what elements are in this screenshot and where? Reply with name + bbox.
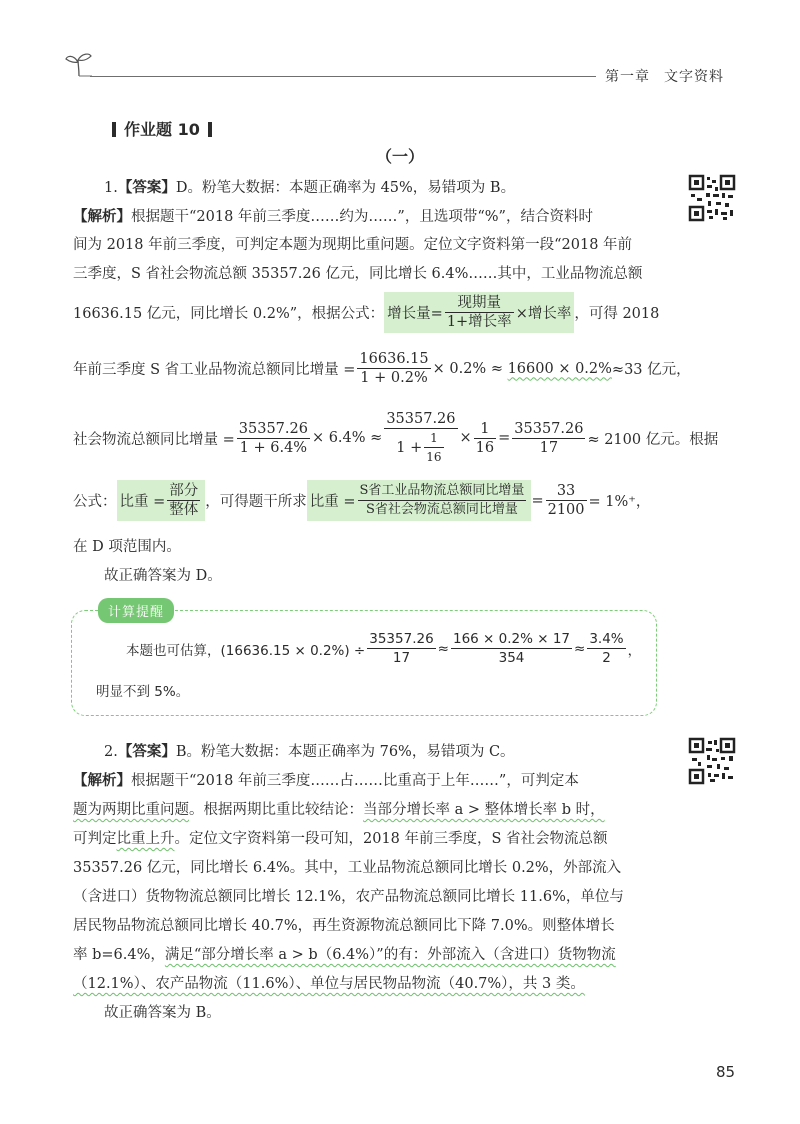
calc-tip-label: 计算提醒 — [98, 598, 174, 623]
highlight-formula: 增长量= $\frac{\text{现期量}}{\text{1+增长率}}$ ×增长率 — [384, 292, 574, 333]
q1-formula-share: 公式： 比重 = $\frac{\text{部分}}{\text{整体}}$ ，可得题干所求 比重 = $\frac{\text{S省工业品物流总额同比增量}}{\text{S省社会物流总额同比增量}}$ = $\frac{33}{2100}$ = 1%⁺， — [73, 480, 650, 521]
tip-line-1: 本题也可估算，(16636.15 × 0.2%) ÷ $\frac{35357.26}{17}$ ≈ $\frac{166 \times 0.2\% \times 17}{354}$ ≈ $\frac{3.4\%}{2}$ ， — [126, 631, 642, 666]
q1-analysis-line-1: 【解析】根据题干“2018 年前三季度……约为……”，且选项带“%”，结合资料时 — [73, 209, 593, 225]
q2-analysis-line-2: 题为两期比重问题。根据两期比重比较结论：当部分增长率 a > 整体增长率 b 时， — [73, 802, 605, 818]
chapter-number: 第一章 — [605, 69, 650, 85]
page-number: 85 — [716, 1063, 736, 1081]
q2-answer: 2.【答案】B。粉笔大数据：本题正确率为 76%，易错项为 C。 — [104, 744, 515, 760]
q1-analysis-line-2: 间为 2018 年前三季度，可判定本题为现期比重问题。定位文字资料第一段“2018 年前 — [73, 237, 633, 253]
q1-conclusion: 故正确答案为 D。 — [104, 568, 222, 584]
header-rule — [90, 76, 596, 77]
highlight-formula: 比重 = $\frac{\text{部分}}{\text{整体}}$ — [117, 480, 206, 521]
q2-analysis-line-7: 率 b=6.4%，满足“部分增长率 a > b（6.4%）”的有：外部流入（含进口）货物物流 — [73, 947, 616, 963]
q2-analysis-line-6: 居民物品物流总额同比增长 40.7%，再生资源物流总额同比下降 7.0%。则整体增长 — [73, 918, 615, 934]
q2-analysis-line-8: （12.1%）、农产品物流（11.6%）、单位与居民物品物流（40.7%），共 3 类。 — [73, 976, 585, 992]
chapter-title: 文字资料 — [664, 69, 724, 85]
homework-title: 作业题 10 — [104, 117, 220, 140]
tip-line-2: 明显不到 5%。 — [96, 684, 190, 700]
sprout-icon — [64, 50, 94, 78]
q2-analysis-line-5: （含进口）货物物流总额同比增长 12.1%，农产品物流总额同比增长 11.6%，单位与 — [73, 889, 624, 905]
q1-formula-social: 社会物流总额同比增量 = $\frac{35357.26}{1 + 6.4\%}$ × 6.4% ≈ 35357.26 1 + $\frac{1}{16}$ × $\frac{1}{16}$ = $\frac{35357.26}{17}$ ≈ 2100 亿元。根据 — [73, 411, 719, 464]
highlight-formula: 比重 = $\frac{\text{S省工业品物流总额同比增量}}{\text{S省社会物流总额同比增量}}$ — [307, 480, 532, 521]
q2-analysis-line-1: 【解析】根据题干“2018 年前三季度……占……比重高于上年……”，可判定本 — [73, 773, 579, 789]
qr-code-icon[interactable] — [688, 737, 736, 785]
q1-answer: 1.【答案】D。粉笔大数据：本题正确率为 45%，易错项为 B。 — [104, 180, 516, 196]
chapter-heading — [605, 66, 738, 86]
q1-analysis-end: 在 D 项范围内。 — [73, 539, 181, 555]
q1-formula-growth: 16636.15 亿元，同比增长 0.2%”，根据公式： 增长量= $\frac{\text{现期量}}{\text{1+增长率}}$ ×增长率 ，可得 2018 — [73, 292, 659, 333]
qr-code-icon[interactable] — [688, 174, 736, 222]
q1-analysis-line-3: 三季度，S 省社会物流总额 35357.26 亿元，同比增长 6.4%……其中，工业品物流总额 — [73, 266, 643, 282]
section-heading: （一） — [375, 147, 424, 166]
q1-formula-industrial: 年前三季度 S 省工业品物流总额同比增量 = $\frac{16636.15}{1 + 0.2\%}$ × 0.2% ≈ 16600 × 0.2% ≈33 亿元， — [73, 351, 691, 386]
q2-analysis-line-3: 可判定比重上升。定位文字资料第一段可知，2018 年前三季度，S 省社会物流总额 — [73, 831, 608, 847]
q2-analysis-line-4: 35357.26 亿元，同比增长 6.4%。其中，工业品物流总额同比增长 0.2%，外部流入 — [73, 860, 622, 876]
q2-conclusion: 故正确答案为 B。 — [104, 1005, 221, 1021]
